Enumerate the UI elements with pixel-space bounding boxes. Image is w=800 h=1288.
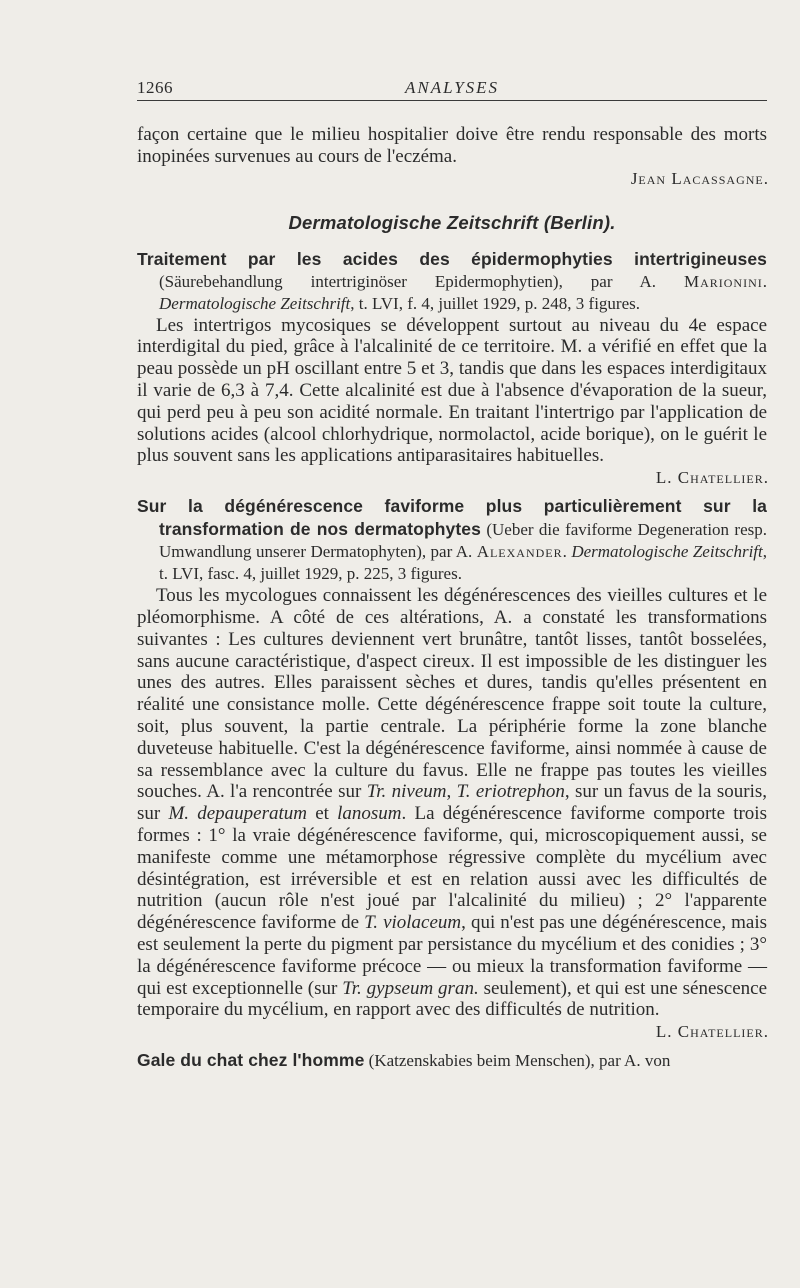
- journal-name: Dermatologische Zeitschrift: [571, 542, 763, 562]
- article-title: Traitement par les acides des épidermophyties intertrigineuses: [137, 248, 767, 269]
- article-title-block-2: Sur la dégénérescence faviforme plus particulièrement sur la transformation de nos dermatophytes (Ueber die faviforme Degeneration resp. Umwandlung unserer Dermatophyten), par A. Alexander. Dermatologische Zeitschrift, t. LVI, fasc. 4, juillet 1929, p. 225, 3 figures.: [137, 496, 767, 584]
- article-title: Gale du chat chez l'homme: [137, 1050, 365, 1071]
- article-reference: (Katzenskabies beim Menschen), par A. von: [368, 1051, 671, 1071]
- running-head: ANALYSES: [404, 78, 500, 97]
- article-body-2: Tous les mycologues connaissent les dégénérescences des vieilles cultures et le pléomorphisme. A côté de ces altérations, A. a constaté les transformations suivantes : Les cultures deviennent vert brunâtre, tantôt lisses, tantôt bosselées, sans aucune caractéristique, d'aspect cireux. Il est impossible de les distinguer les unes des autres. Elles paraissent sèches et dures, tandis qu'elles présentent en réalité une consistance molle. Cette dégénérescence frappe soit toute la culture, soit, plus souvent, la partie centrale. La périphérie forme la zone blanche duveteuse habituelle. C'est la dégénérescence faviforme, ainsi nommée à cause de sa ressemblance avec la culture du favus. Elle ne frappe pas toutes les vieilles souches. A. l'a rencontrée sur Tr. niveum, T. eriotrephon, sur un favus de la souris, sur M. depauperatum et lanosum. La dégénérescence faviforme comporte trois formes : 1° la vraie dégénérescence faviforme, qui, microscopiquement aussi, se manifeste comme une métamorphose régressive complète du mycélium avec désintégration, est irréversible et est en relation aussi avec les difficultés de nutrition (aucun rôle n'est joué par l'alcalinité du milieu) ; 2° l'apparente dégénérescence faviforme de T. violaceum, qui n'est pas une dégénérescence, mais est seulement la perte du pigment par persistance du mycélium et des conidies ; 3° la dégénérescence faviforme précoce — ou mieux la transformation faviforme — qui est exceptionnelle (sur Tr. gypseum gran. seulement), et qui est une sénescence temporaire du mycélium, en rapport avec des difficultés de nutrition.: [137, 585, 768, 1021]
- signature-chatellier-1: L. Chatellier.: [655, 468, 769, 488]
- page-content: [137, 124, 767, 1072]
- article-title-block-1: Traitement par les acides des épidermophyties intertrigineuses (Säurebehandlung intertriginöser Epidermophytien), par A. Marionini. Dermatologische Zeitschrift, t. LVI, f. 4, juillet 1929, p. 248, 3 figures.: [137, 248, 767, 313]
- journal-name: Dermatologische Zeitschrift: [159, 293, 351, 313]
- article-title: Sur la dégénérescence faviforme plus particulièrement sur la transformation de nos dermatophytes: [137, 496, 767, 540]
- signature-lacassagne: Jean Lacassagne.: [630, 168, 769, 188]
- article-reference: (Ueber die faviforme Degeneration resp. Umwandlung unserer Dermatophyten), par A.: [159, 520, 767, 562]
- article-author: Marionini: [683, 271, 763, 291]
- signature-chatellier-2: L. Chatellier.: [655, 1022, 769, 1042]
- article-body-1: Les intertrigos mycosiques se développent surtout au niveau du 4e espace interdigital du pied, grâce à l'alcalinité de ce territoire. M. a vérifié en effet que la peau possède un pH oscillant entre 5 et 3, tandis que dans les espaces interdigitaux il varie de 6,3 à 7,4. Cette alcalinité est due à l'absence d'évaporation de la sueur, qui perd peu à peu son acidité normale. En traitant l'intertrigo par l'application de solutions acides (alcool chlorhydrique, normolactol, acide borique), on le guérit le plus souvent sans les applications antiparasitaires habituelles.: [137, 314, 767, 467]
- intro-paragraph: façon certaine que le milieu hospitalier doive être rendu responsable des morts inopinées survenues au cours de l'eczéma.: [137, 124, 767, 167]
- article-title-block-3: [137, 1049, 767, 1072]
- article-reference: (Säurebehandlung intertriginöser Epidermophytien), par A.: [159, 271, 684, 291]
- article-author: Alexander: [476, 542, 563, 562]
- journal-heading: Dermatologische Zeitschrift (Berlin).: [288, 211, 616, 233]
- header-rule: [137, 100, 767, 101]
- page-number: 1266: [137, 78, 173, 97]
